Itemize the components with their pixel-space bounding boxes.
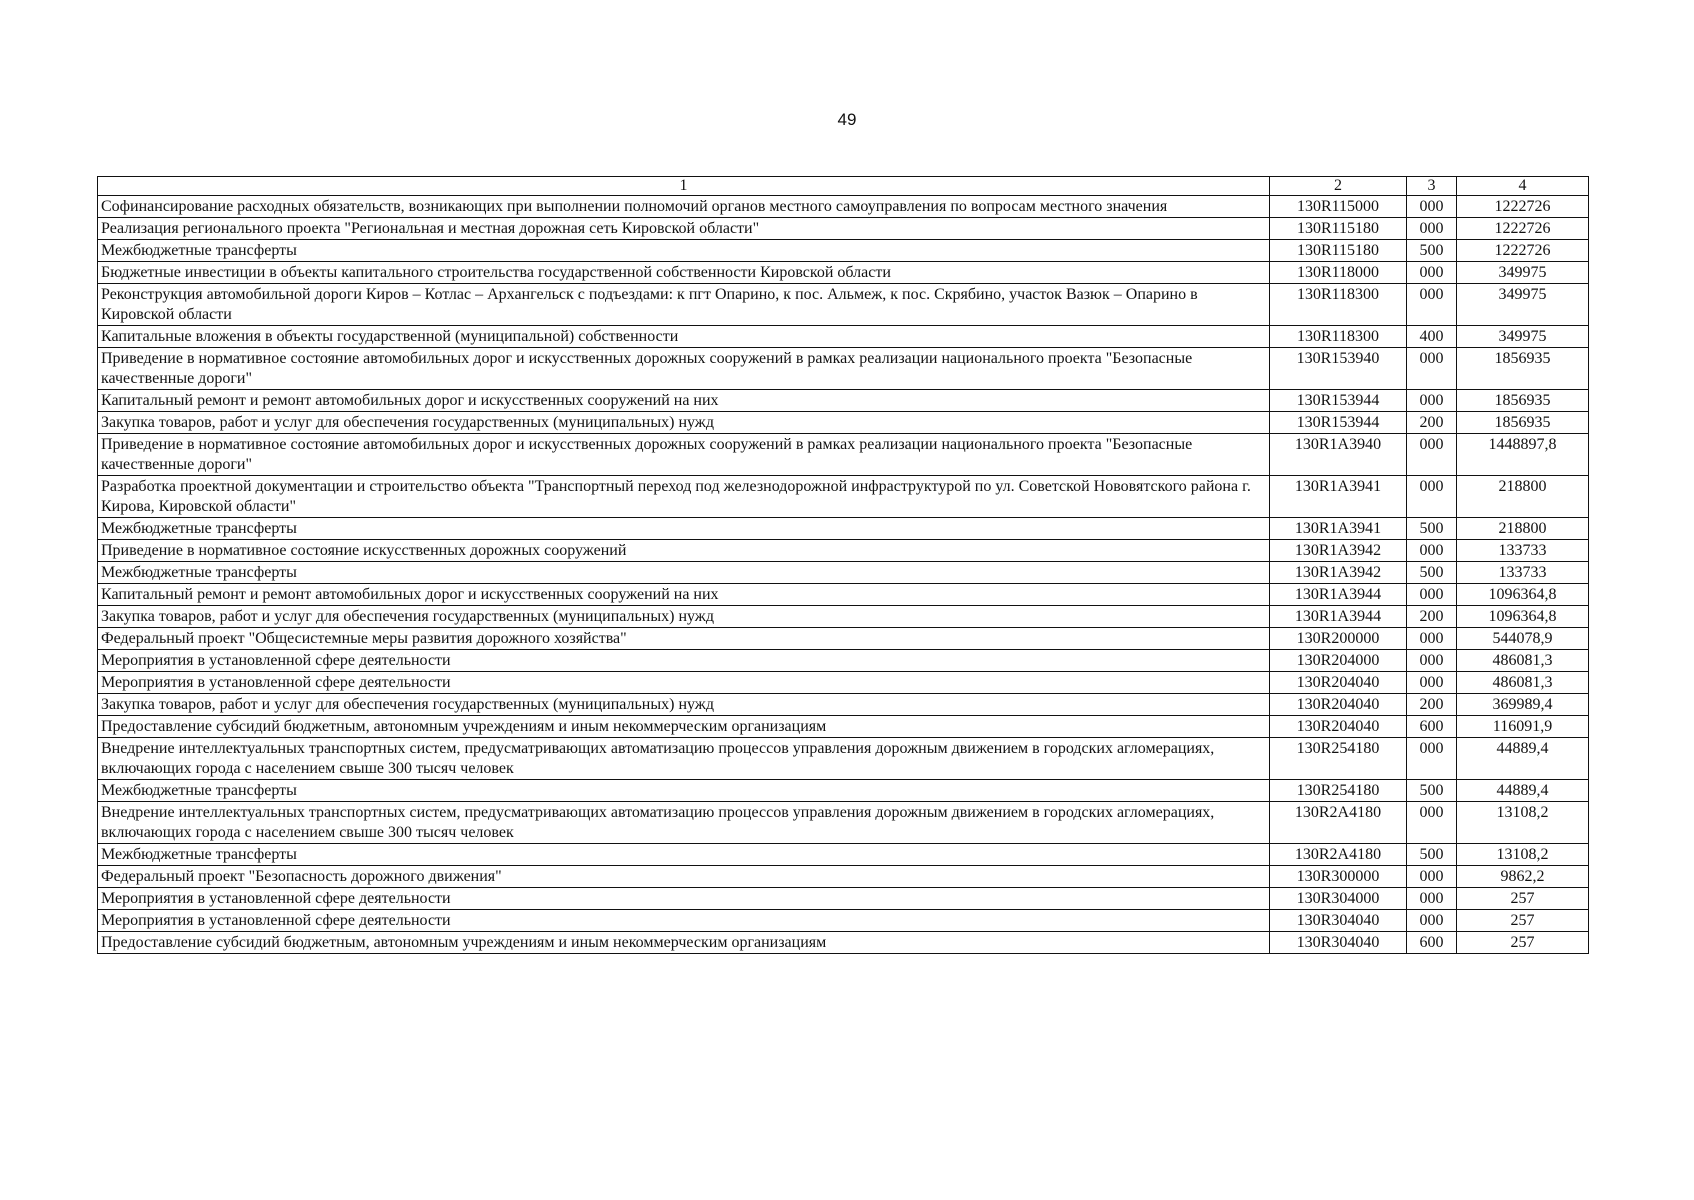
table-row [98,738,1589,780]
expense-name-cell: Закупка товаров, работ и услуг для обеспечения государственных (муниципальных) нужд [98,606,1270,628]
expense-name-cell: Предоставление субсидий бюджетным, автономным учреждениям и иным некоммерческим организациям [98,716,1270,738]
table-row [98,866,1589,888]
target-article-code-cell: 130R153944 [1270,390,1407,412]
amount-cell: 349975 [1457,284,1589,326]
amount-cell: 1222726 [1457,196,1589,218]
expense-name-cell: Реконструкция автомобильной дороги Киров – Котлас – Архангельск с подъездами: к пгт Опарино, к пос. Альмеж, к пос. Скрябино, участок Вазюк – Опарино в Кировской области [98,284,1270,326]
target-article-code-cell: 130R118300 [1270,326,1407,348]
target-article-code-cell: 130R204000 [1270,650,1407,672]
amount-cell: 1222726 [1457,240,1589,262]
amount-cell: 133733 [1457,562,1589,584]
expense-type-code-cell: 000 [1407,196,1457,218]
expense-type-code-cell: 000 [1407,218,1457,240]
table-row [98,802,1589,844]
amount-cell: 13108,2 [1457,802,1589,844]
amount-cell: 1856935 [1457,348,1589,390]
budget-table [97,176,1589,954]
table-row [98,888,1589,910]
table-row [98,932,1589,954]
expense-type-code-cell: 000 [1407,650,1457,672]
amount-cell: 44889,4 [1457,780,1589,802]
target-article-code-cell: 130R1A3941 [1270,476,1407,518]
target-article-code-cell: 130R1A3942 [1270,562,1407,584]
expense-type-code-cell: 000 [1407,262,1457,284]
target-article-code-cell: 130R115180 [1270,218,1407,240]
amount-cell: 1856935 [1457,390,1589,412]
target-article-code-cell: 130R204040 [1270,716,1407,738]
expense-name-cell: Разработка проектной документации и строительство объекта "Транспортный переход под железнодорожной инфраструктурой по ул. Советской Нововятского района г. Кирова, Кировской области" [98,476,1270,518]
expense-type-code-cell: 000 [1407,390,1457,412]
expense-name-cell: Реализация регионального проекта "Региональная и местная дорожная сеть Кировской области" [98,218,1270,240]
expense-name-cell: Мероприятия в установленной сфере деятельности [98,910,1270,932]
expense-name-cell: Федеральный проект "Общесистемные меры развития дорожного хозяйства" [98,628,1270,650]
expense-name-cell: Закупка товаров, работ и услуг для обеспечения государственных (муниципальных) нужд [98,412,1270,434]
expense-type-code-cell: 600 [1407,716,1457,738]
target-article-code-cell: 130R1A3942 [1270,540,1407,562]
target-article-code-cell: 130R254180 [1270,738,1407,780]
expense-type-code-cell: 000 [1407,584,1457,606]
table-row [98,650,1589,672]
expense-type-code-cell: 000 [1407,348,1457,390]
amount-cell: 257 [1457,910,1589,932]
table-row [98,780,1589,802]
expense-type-code-cell: 000 [1407,738,1457,780]
target-article-code-cell: 130R300000 [1270,866,1407,888]
expense-name-cell: Федеральный проект "Безопасность дорожного движения" [98,866,1270,888]
target-article-code-cell: 130R1A3940 [1270,434,1407,476]
target-article-code-cell: 130R1A3944 [1270,606,1407,628]
expense-type-code-cell: 500 [1407,844,1457,866]
expense-type-code-cell: 000 [1407,888,1457,910]
table-row [98,434,1589,476]
table-row [98,716,1589,738]
amount-cell: 257 [1457,888,1589,910]
expense-type-code-cell: 400 [1407,326,1457,348]
amount-cell: 1448897,8 [1457,434,1589,476]
table-row [98,672,1589,694]
expense-name-cell: Мероприятия в установленной сфере деятельности [98,888,1270,910]
table-row [98,628,1589,650]
expense-type-code-cell: 000 [1407,476,1457,518]
amount-cell: 133733 [1457,540,1589,562]
table-row [98,284,1589,326]
target-article-code-cell: 130R118300 [1270,284,1407,326]
expense-type-code-cell: 200 [1407,606,1457,628]
amount-cell: 1096364,8 [1457,584,1589,606]
target-article-code-cell: 130R153940 [1270,348,1407,390]
expense-type-code-cell: 000 [1407,802,1457,844]
expense-name-cell: Закупка товаров, работ и услуг для обеспечения государственных (муниципальных) нужд [98,694,1270,716]
target-article-code-cell: 130R115180 [1270,240,1407,262]
target-article-code-cell: 130R1A3944 [1270,584,1407,606]
target-article-code-cell: 130R304040 [1270,910,1407,932]
column-header-3: 3 [1407,177,1457,196]
target-article-code-cell: 130R200000 [1270,628,1407,650]
table-row [98,540,1589,562]
expense-name-cell: Межбюджетные трансферты [98,844,1270,866]
amount-cell: 349975 [1457,326,1589,348]
header-row [98,177,1589,196]
table-row [98,326,1589,348]
target-article-code-cell: 130R2A4180 [1270,844,1407,866]
table-row [98,390,1589,412]
table-row [98,196,1589,218]
table-row [98,694,1589,716]
expense-type-code-cell: 500 [1407,562,1457,584]
expense-name-cell: Межбюджетные трансферты [98,240,1270,262]
expense-name-cell: Бюджетные инвестиции в объекты капитального строительства государственной собственности Кировской области [98,262,1270,284]
expense-name-cell: Капитальный ремонт и ремонт автомобильных дорог и искусственных сооружений на них [98,390,1270,412]
amount-cell: 486081,3 [1457,650,1589,672]
target-article-code-cell: 130R304040 [1270,932,1407,954]
target-article-code-cell: 130R115000 [1270,196,1407,218]
amount-cell: 13108,2 [1457,844,1589,866]
expense-name-cell: Межбюджетные трансферты [98,562,1270,584]
expense-name-cell: Приведение в нормативное состояние искусственных дорожных сооружений [98,540,1270,562]
table-row [98,518,1589,540]
table-row [98,262,1589,284]
table-row [98,240,1589,262]
table-row [98,412,1589,434]
amount-cell: 218800 [1457,518,1589,540]
table-row [98,476,1589,518]
expense-type-code-cell: 000 [1407,284,1457,326]
amount-cell: 349975 [1457,262,1589,284]
target-article-code-cell: 130R304000 [1270,888,1407,910]
expense-type-code-cell: 000 [1407,434,1457,476]
table-row [98,606,1589,628]
amount-cell: 1096364,8 [1457,606,1589,628]
table-row [98,348,1589,390]
column-header-1: 1 [98,177,1270,196]
amount-cell: 257 [1457,932,1589,954]
expense-type-code-cell: 000 [1407,540,1457,562]
target-article-code-cell: 130R118000 [1270,262,1407,284]
expense-name-cell: Приведение в нормативное состояние автомобильных дорог и искусственных дорожных сооружений в рамках реализации национального проекта "Безопасные качественные дороги" [98,434,1270,476]
amount-cell: 9862,2 [1457,866,1589,888]
expense-name-cell: Капитальные вложения в объекты государственной (муниципальной) собственности [98,326,1270,348]
expense-name-cell: Капитальный ремонт и ремонт автомобильных дорог и искусственных сооружений на них [98,584,1270,606]
expense-type-code-cell: 200 [1407,694,1457,716]
target-article-code-cell: 130R2A4180 [1270,802,1407,844]
amount-cell: 218800 [1457,476,1589,518]
page-number: 49 [837,110,857,129]
amount-cell: 1856935 [1457,412,1589,434]
expense-name-cell: Межбюджетные трансферты [98,518,1270,540]
expense-name-cell: Приведение в нормативное состояние автомобильных дорог и искусственных дорожных сооружений в рамках реализации национального проекта "Безопасные качественные дороги" [98,348,1270,390]
expense-type-code-cell: 200 [1407,412,1457,434]
target-article-code-cell: 130R204040 [1270,672,1407,694]
amount-cell: 44889,4 [1457,738,1589,780]
amount-cell: 486081,3 [1457,672,1589,694]
target-article-code-cell: 130R254180 [1270,780,1407,802]
target-article-code-cell: 130R204040 [1270,694,1407,716]
expense-type-code-cell: 500 [1407,780,1457,802]
table-row [98,218,1589,240]
table-body [98,196,1589,954]
expense-type-code-cell: 000 [1407,628,1457,650]
expense-name-cell: Внедрение интеллектуальных транспортных систем, предусматривающих автоматизацию процессов управления дорожным движением в городских агломерациях, включающих города с населением свыше 300 тысяч человек [98,738,1270,780]
expense-name-cell: Межбюджетные трансферты [98,780,1270,802]
table-row [98,910,1589,932]
expense-type-code-cell: 600 [1407,932,1457,954]
table-row [98,844,1589,866]
table-row [98,562,1589,584]
expense-type-code-cell: 500 [1407,240,1457,262]
expense-name-cell: Предоставление субсидий бюджетным, автономным учреждениям и иным некоммерческим организациям [98,932,1270,954]
amount-cell: 116091,9 [1457,716,1589,738]
column-header-2: 2 [1270,177,1407,196]
amount-cell: 544078,9 [1457,628,1589,650]
expense-name-cell: Мероприятия в установленной сфере деятельности [98,672,1270,694]
expense-type-code-cell: 000 [1407,910,1457,932]
amount-cell: 1222726 [1457,218,1589,240]
table-row [98,584,1589,606]
expense-name-cell: Мероприятия в установленной сфере деятельности [98,650,1270,672]
expense-name-cell: Внедрение интеллектуальных транспортных систем, предусматривающих автоматизацию процессов управления дорожным движением в городских агломерациях, включающих города с населением свыше 300 тысяч человек [98,802,1270,844]
column-header-4: 4 [1457,177,1589,196]
target-article-code-cell: 130R1A3941 [1270,518,1407,540]
expense-type-code-cell: 000 [1407,672,1457,694]
expense-name-cell: Софинансирование расходных обязательств, возникающих при выполнении полномочий органов местного самоуправления по вопросам местного значения [98,196,1270,218]
expense-type-code-cell: 000 [1407,866,1457,888]
expense-type-code-cell: 500 [1407,518,1457,540]
amount-cell: 369989,4 [1457,694,1589,716]
target-article-code-cell: 130R153944 [1270,412,1407,434]
